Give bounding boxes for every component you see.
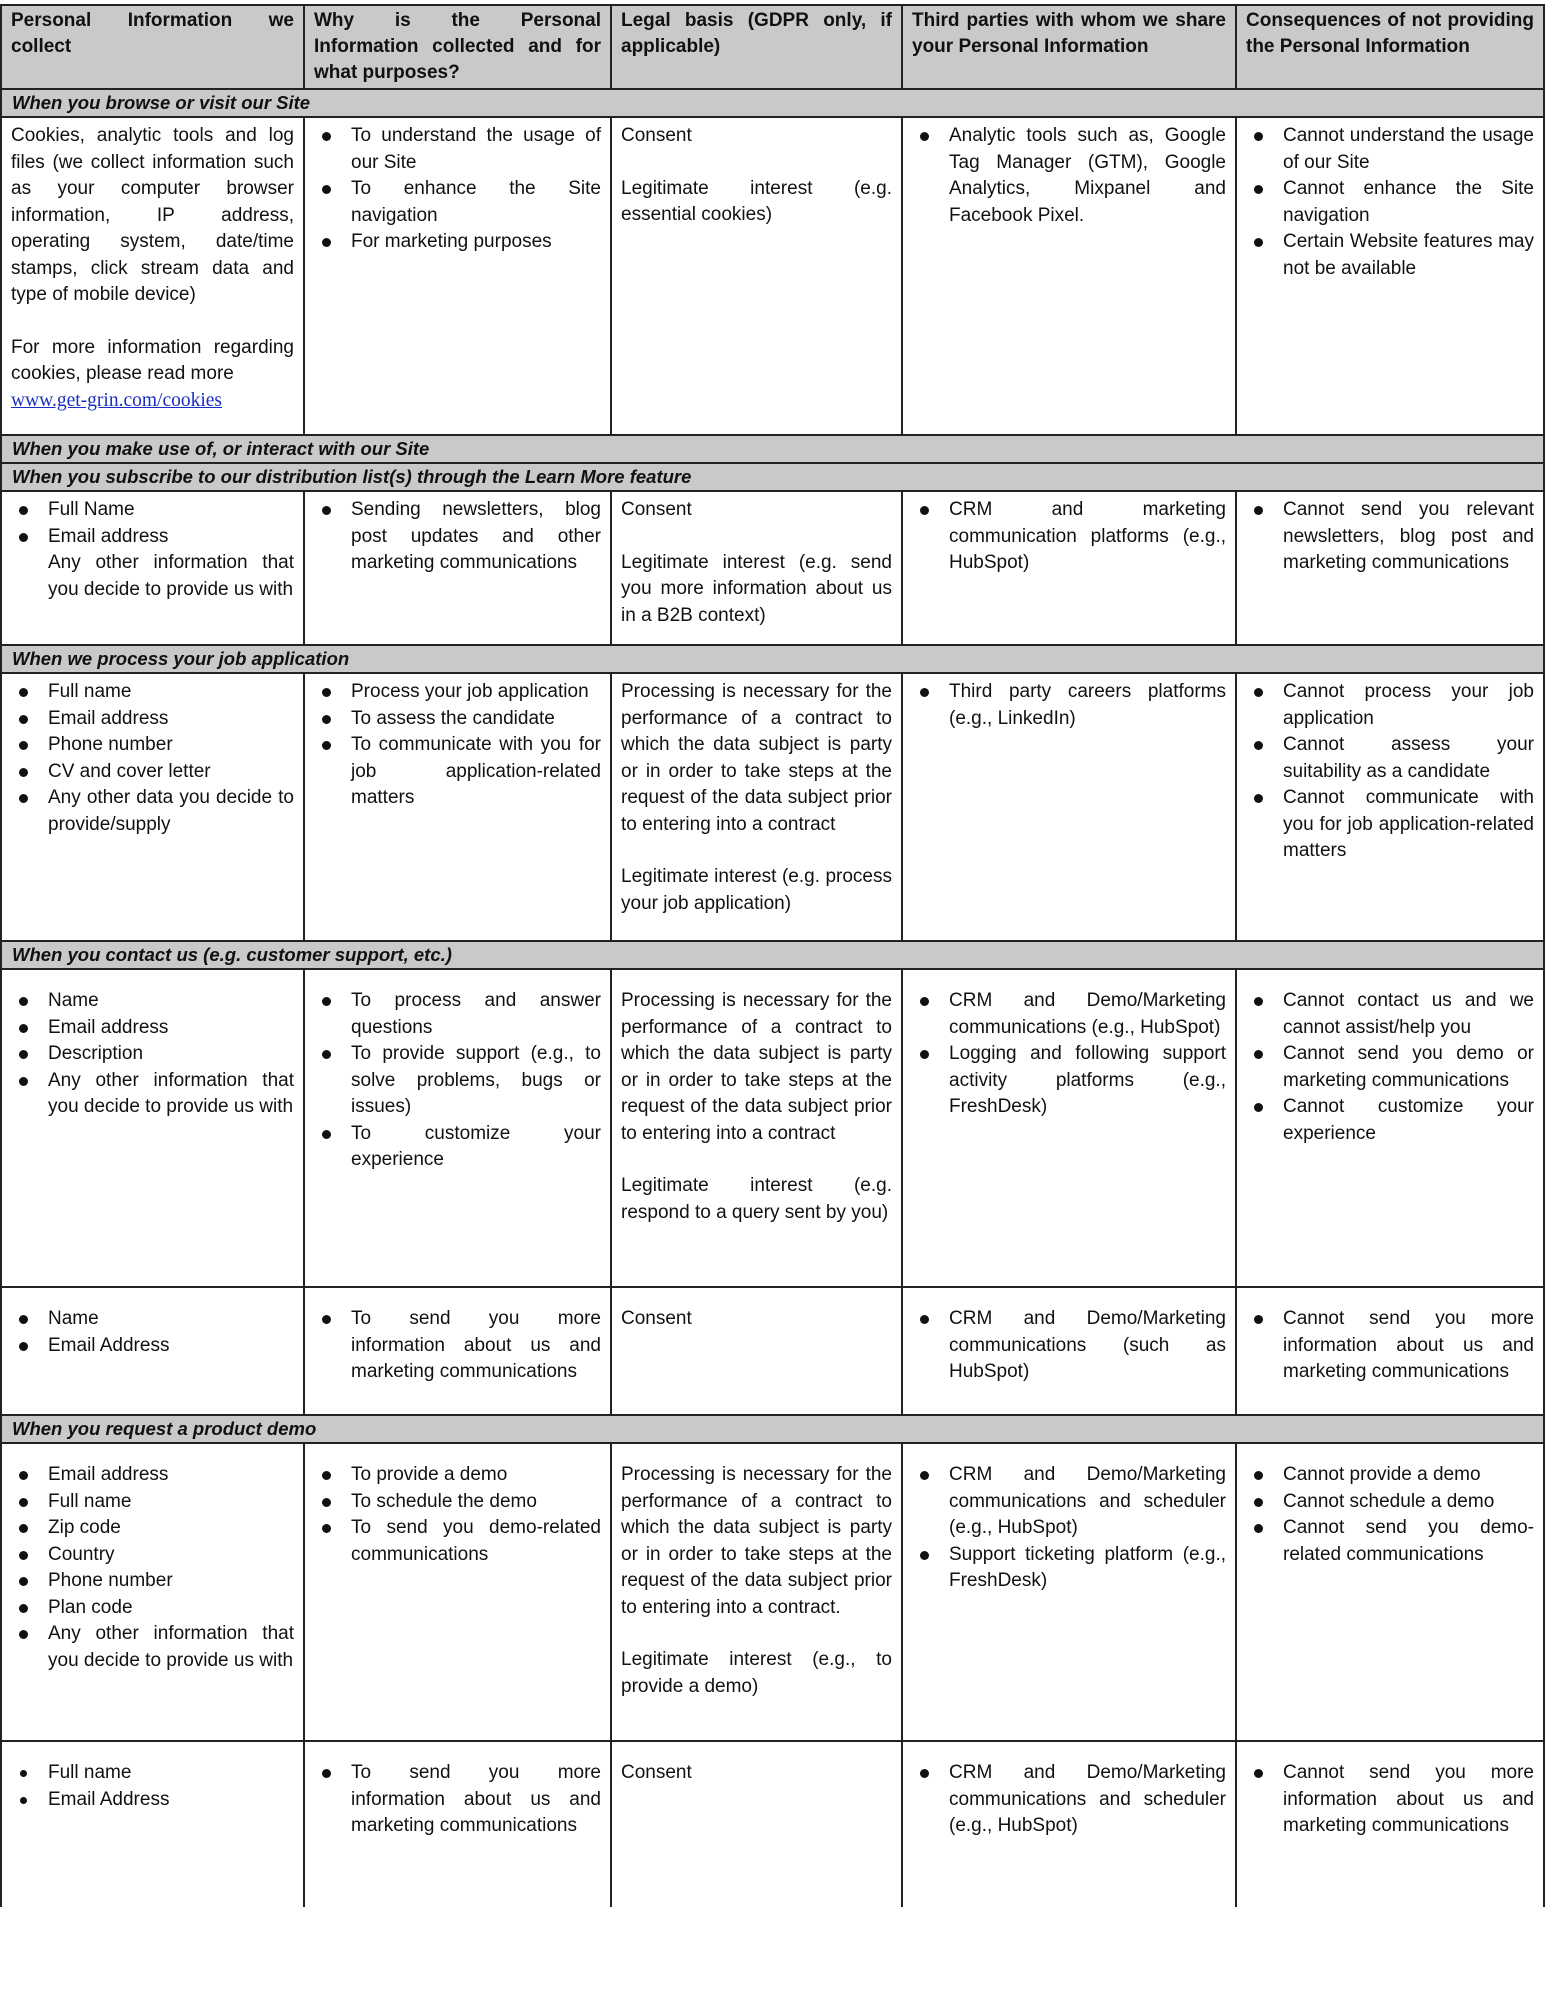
consequence-cell — [1236, 673, 1544, 941]
list-item: Email address — [11, 1462, 294, 1489]
list-item: Cannot provide a demo — [1246, 1462, 1534, 1489]
collect-cell — [1, 1741, 304, 1907]
table-row — [1, 1741, 1544, 1907]
table-row — [1, 491, 1544, 645]
section-contact: When you contact us (e.g. customer support, etc.) — [1, 941, 1544, 969]
cookies-link[interactable]: www.get-grin.com/cookies — [11, 389, 223, 411]
legal-cell — [611, 1443, 902, 1741]
section-demo: When you request a product demo — [1, 1415, 1544, 1443]
legal-cell — [611, 1741, 902, 1907]
consequence-cell — [1236, 117, 1544, 435]
list-item: Full name — [11, 1760, 294, 1787]
list-item: Certain Website features may not be available — [1246, 229, 1534, 282]
list-item: Full name — [11, 1489, 294, 1516]
legal-cell — [611, 969, 902, 1287]
table-row — [1, 1443, 1544, 1741]
collect-cell — [1, 673, 304, 941]
header-third-parties: Third parties with whom we share your Personal Information — [902, 5, 1236, 89]
list-item: Support ticketing platform (e.g., FreshDesk) — [912, 1542, 1226, 1595]
legal-basis-paragraph: Processing is necessary for the performance of a contract to which the data subject is party or in order to take steps at the request of the data subject prior to entering into a contract — [621, 681, 892, 835]
list-item: CRM and Demo/Marketing communications and scheduler (e.g., HubSpot) — [912, 1462, 1226, 1542]
list-item: Any other information that you decide to provide us with — [11, 1068, 294, 1121]
list-item: Plan code — [11, 1595, 294, 1622]
list-item: To provide a demo — [314, 1462, 601, 1489]
collect-cell — [1, 491, 304, 645]
header-consequences: Consequences of not providing the Personal Information — [1236, 5, 1544, 89]
list-item: Email address — [11, 706, 294, 733]
table-row — [1, 969, 1544, 1287]
list-item: To provide support (e.g., to solve problems, bugs or issues) — [314, 1041, 601, 1121]
legal-basis-paragraph: Processing is necessary for the performance of a contract to which the data subject is party or in order to take steps at the request of the data subject prior to entering into a contract. — [621, 1464, 892, 1618]
list-item: Third party careers platforms (e.g., LinkedIn) — [912, 679, 1226, 732]
consequence-cell — [1236, 1741, 1544, 1907]
header-legal-basis: Legal basis (GDPR only, if applicable) — [611, 5, 902, 89]
why-cell — [304, 1287, 611, 1415]
section-job: When we process your job application — [1, 645, 1544, 673]
legal-basis-paragraph: Legitimate interest (e.g., to provide a demo) — [621, 1649, 892, 1697]
why-cell — [304, 1443, 611, 1741]
list-item: Email address — [11, 524, 294, 551]
collect-cell — [1, 1287, 304, 1415]
third-cell — [902, 1443, 1236, 1741]
section-browse: When you browse or visit our Site — [1, 89, 1544, 117]
table-row — [1, 673, 1544, 941]
legal-basis-paragraph: Legitimate interest (e.g. process your job application) — [621, 866, 892, 914]
list-item: Cannot send you more information about us and marketing communications — [1246, 1760, 1534, 1840]
list-item: To process and answer questions — [314, 988, 601, 1041]
consequence-cell — [1236, 1443, 1544, 1741]
why-cell — [304, 969, 611, 1287]
list-item: CRM and Demo/Marketing communications (such as HubSpot) — [912, 1306, 1226, 1386]
list-item: To customize your experience — [314, 1121, 601, 1174]
list-item: Cannot send you more information about us and marketing communications — [1246, 1306, 1534, 1386]
list-item: Country — [11, 1542, 294, 1569]
legal-cell — [611, 117, 902, 435]
table-row — [1, 117, 1544, 435]
why-cell — [304, 673, 611, 941]
list-item: Email Address — [11, 1787, 294, 1814]
list-item: Process your job application — [314, 679, 601, 706]
list-item: Any other information that you decide to provide us with — [48, 552, 294, 600]
why-cell — [304, 117, 611, 435]
legal-basis-paragraph: Legitimate interest (e.g. respond to a query sent by you) — [621, 1175, 892, 1223]
list-item: Full Name — [11, 497, 294, 524]
why-cell — [304, 491, 611, 645]
list-item: Description — [11, 1041, 294, 1068]
list-item: Cannot contact us and we cannot assist/help you — [1246, 988, 1534, 1041]
list-item: CRM and Demo/Marketing communications (e.g., HubSpot) — [912, 988, 1226, 1041]
list-item: CV and cover letter — [11, 759, 294, 786]
personal-information-table — [0, 4, 1545, 1907]
list-item: Name — [11, 988, 294, 1015]
consequence-cell — [1236, 491, 1544, 645]
header-row — [1, 5, 1544, 89]
list-item: CRM and Demo/Marketing communications and scheduler (e.g., HubSpot) — [912, 1760, 1226, 1840]
cookies-more-text: For more information regarding cookies, please read more — [11, 336, 294, 384]
list-item: Any other data you decide to provide/supply — [11, 785, 294, 838]
list-item: To communicate with you for job application-related matters — [314, 732, 601, 812]
third-cell — [902, 1287, 1236, 1415]
list-item: Cannot customize your experience — [1246, 1094, 1534, 1147]
legal-cell — [611, 1287, 902, 1415]
list-item: To send you demo-related communications — [314, 1515, 601, 1568]
list-item: To send you more information about us and marketing communications — [314, 1760, 601, 1840]
list-item: Cannot process your job application — [1246, 679, 1534, 732]
list-item: Zip code — [11, 1515, 294, 1542]
third-cell — [902, 491, 1236, 645]
third-cell — [902, 673, 1236, 941]
list-item: To schedule the demo — [314, 1489, 601, 1516]
list-item: To understand the usage of our Site — [314, 123, 601, 176]
legal-cell — [611, 673, 902, 941]
list-item: Cannot send you demo or marketing communications — [1246, 1041, 1534, 1094]
collect-cell — [1, 1443, 304, 1741]
list-item: Cannot send you relevant newsletters, blog post and marketing communications — [1246, 497, 1534, 577]
legal-basis-paragraph: Legitimate interest (e.g. essential cookies) — [621, 177, 892, 225]
list-item: Logging and following support activity platforms (e.g., FreshDesk) — [912, 1041, 1226, 1121]
header-collect: Personal Information we collect — [1, 5, 304, 89]
list-item: For marketing purposes — [314, 229, 601, 256]
list-item: Cannot communicate with you for job application-related matters — [1246, 785, 1534, 865]
list-item: Full name — [11, 679, 294, 706]
legal-basis-paragraph: Legitimate interest (e.g. send you more information about us in a B2B context) — [621, 551, 892, 626]
legal-basis-paragraph: Consent — [621, 125, 692, 146]
third-cell — [902, 117, 1236, 435]
section-subscribe: When you subscribe to our distribution list(s) through the Learn More feature — [1, 463, 1544, 491]
list-item: Email Address — [11, 1333, 294, 1360]
list-item: To assess the candidate — [314, 706, 601, 733]
consequence-cell — [1236, 969, 1544, 1287]
list-item: Sending newsletters, blog post updates and other marketing communications — [314, 497, 601, 577]
legal-basis-paragraph: Consent — [621, 1762, 692, 1783]
legal-basis-paragraph: Consent — [621, 499, 692, 520]
third-cell — [902, 1741, 1236, 1907]
list-item: Phone number — [11, 1568, 294, 1595]
list-item: Analytic tools such as, Google Tag Manager (GTM), Google Analytics, Mixpanel and Facebook Pixel. — [912, 123, 1226, 229]
list-item: Cannot send you demo-related communications — [1246, 1515, 1534, 1568]
list-item: To enhance the Site navigation — [314, 176, 601, 229]
header-why: Why is the Personal Information collected and for what purposes? — [304, 5, 611, 89]
collect-cell — [1, 117, 304, 435]
list-item: Cannot assess your suitability as a candidate — [1246, 732, 1534, 785]
third-cell — [902, 969, 1236, 1287]
list-item: Name — [11, 1306, 294, 1333]
collect-text: Cookies, analytic tools and log files (we collect information such as your computer browser information, IP address, operating system, date/time stamps, click stream data and type of mobile device) — [11, 125, 294, 305]
list-item: To send you more information about us and marketing communications — [314, 1306, 601, 1386]
list-item: CRM and marketing communication platforms (e.g., HubSpot) — [912, 497, 1226, 577]
list-item: Cannot schedule a demo — [1246, 1489, 1534, 1516]
list-item: Cannot enhance the Site navigation — [1246, 176, 1534, 229]
list-item: Cannot understand the usage of our Site — [1246, 123, 1534, 176]
list-item: Any other information that you decide to provide us with — [11, 1621, 294, 1674]
list-item: Email address — [11, 1015, 294, 1042]
why-cell — [304, 1741, 611, 1907]
list-item: Phone number — [11, 732, 294, 759]
table-row — [1, 1287, 1544, 1415]
legal-basis-paragraph: Processing is necessary for the performance of a contract to which the data subject is party or in order to take steps at the request of the data subject prior to entering into a contract — [621, 990, 892, 1144]
legal-cell — [611, 491, 902, 645]
legal-basis-paragraph: Consent — [621, 1308, 692, 1329]
section-interact: When you make use of, or interact with our Site — [1, 435, 1544, 463]
consequence-cell — [1236, 1287, 1544, 1415]
collect-cell — [1, 969, 304, 1287]
